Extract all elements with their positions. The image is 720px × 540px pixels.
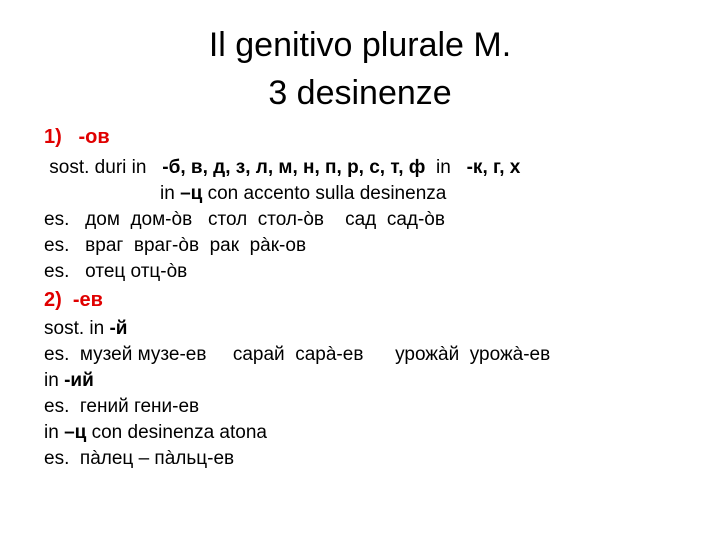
example-line: es. гений гени-ев (44, 396, 200, 417)
section2-rule2 (44, 368, 94, 394)
rule-ending: -ий (64, 370, 94, 391)
slide-title-line2: 3 desinenze (268, 74, 452, 112)
section2-heading: 2) -ев (44, 289, 103, 311)
section2-rule1 (44, 316, 128, 342)
rule-ending: –ц (64, 422, 87, 443)
rule-text: in (425, 157, 467, 178)
example-line: es. враг враг-òв рак рàк-ов (44, 235, 307, 256)
rule-text: in (160, 183, 181, 204)
section1-rule2 (160, 181, 446, 207)
rule-text: sost. duri in (44, 157, 163, 178)
example-line: es. музей музе-ев сарай сарà-ев урожàй урожà-ев (44, 344, 551, 365)
rule-ending: -й (109, 318, 128, 339)
example-line: es. пàлец – пàльц-ев (44, 448, 235, 469)
rule-text: con desinenza atona (86, 422, 267, 443)
rule-text: sost. in (44, 318, 110, 339)
rule-consonants: -б, в, д, з, л, м, н, п, р, с, т, ф (162, 157, 426, 178)
rule-text: in (44, 370, 65, 391)
example-line: es. отец отц-òв (44, 261, 188, 282)
rule-ending: –ц (180, 183, 203, 204)
rule-text: con accento sulla desinenza (202, 183, 447, 204)
rule-consonants: -к, г, х (466, 157, 521, 178)
section1-heading: 1) -ов (44, 126, 110, 148)
rule-text: in (44, 422, 65, 443)
section2-rule3 (44, 420, 267, 446)
slide-title-line1: Il genitivo plurale M. (208, 26, 512, 64)
example-line: es. дом дом-òв стол стол-òв сад сад-òв (44, 209, 445, 230)
section1-rule (44, 155, 520, 181)
